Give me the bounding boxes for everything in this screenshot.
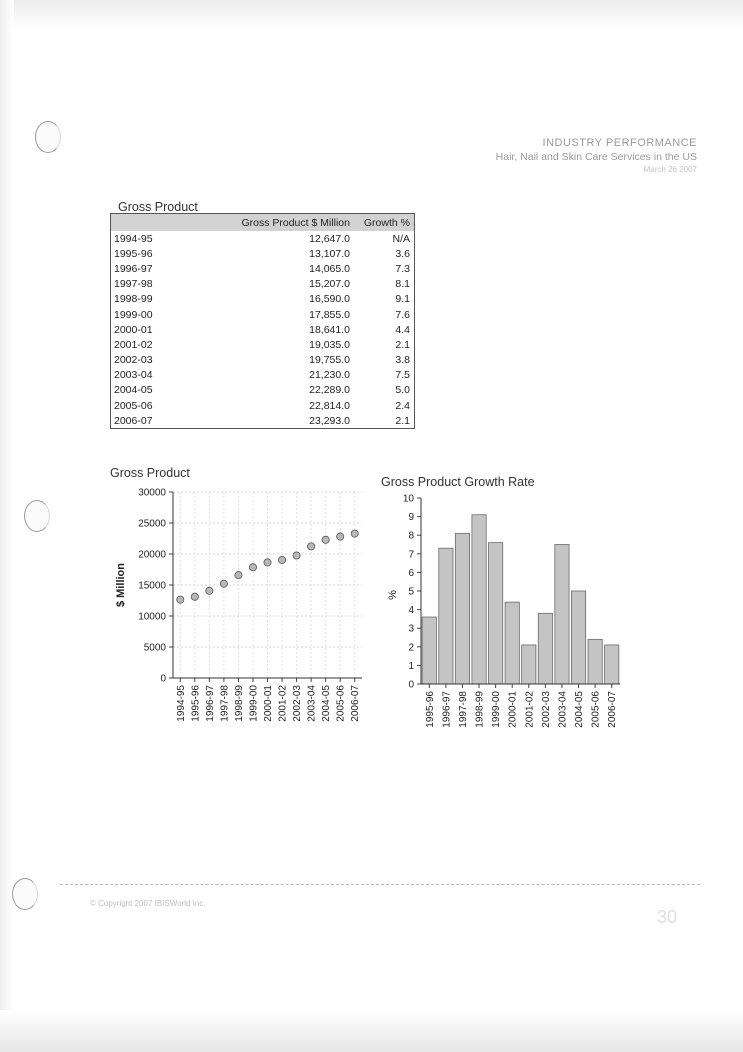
table-row — [111, 246, 415, 261]
y-tick-label: 2 — [408, 642, 414, 654]
y-tick-label: 0 — [408, 679, 414, 691]
x-tick-label: 2006-07 — [607, 691, 619, 728]
y-tick-label: 0 — [160, 673, 166, 685]
y-tick-label: 5 — [408, 586, 414, 598]
table-cell: 16,590.0 — [309, 293, 350, 306]
table-cell: 9.1 — [395, 293, 410, 306]
data-point — [220, 580, 227, 587]
x-tick-label: 1996-97 — [204, 685, 216, 722]
table-cell: 19,755.0 — [309, 354, 350, 367]
punch-hole-top — [35, 121, 61, 153]
x-tick-label: 1999-00 — [491, 691, 503, 728]
data-point — [249, 564, 256, 571]
data-point — [206, 587, 213, 594]
table-cell: 5.0 — [395, 384, 410, 397]
page-number: 30 — [657, 907, 678, 927]
table-cell: 2002-03 — [114, 354, 153, 367]
table-cell: 3.8 — [395, 354, 410, 367]
table-row — [111, 231, 415, 246]
table-row — [111, 353, 415, 368]
data-point — [293, 552, 300, 559]
table-cell: 12,647.0 — [309, 232, 350, 245]
data-point — [322, 536, 329, 543]
x-tick-label: 1994-95 — [175, 685, 187, 722]
header-date: March 26 2007 — [643, 165, 697, 174]
table-header-row — [111, 214, 415, 232]
x-tick-label: 2002-03 — [292, 685, 304, 722]
x-tick-label: 2001-02 — [277, 685, 289, 722]
table-cell: 22,289.0 — [309, 384, 350, 397]
y-tick-label: 1 — [408, 660, 414, 672]
bar — [505, 602, 519, 684]
data-point — [278, 556, 285, 563]
y-tick-label: 10 — [402, 493, 414, 505]
table-cell: 22,814.0 — [309, 399, 350, 412]
table-row — [111, 292, 415, 307]
table-column-header — [111, 214, 208, 232]
data-point — [351, 530, 358, 537]
bar — [422, 617, 436, 684]
x-tick-label: 1998-99 — [474, 691, 486, 728]
x-tick-label: 2001-02 — [524, 691, 536, 728]
punch-hole-middle — [24, 500, 50, 532]
table-cell: 19,035.0 — [309, 338, 350, 351]
x-tick-label: 1995-96 — [190, 685, 202, 722]
data-point — [337, 533, 344, 540]
table-cell: 1996-97 — [114, 262, 153, 275]
table-cell: 7.6 — [395, 308, 410, 321]
table-cell: 1999-00 — [114, 308, 153, 321]
data-point — [235, 572, 242, 579]
table-cell: 2004-05 — [114, 384, 153, 397]
x-tick-label: 2004-05 — [574, 691, 586, 728]
table-cell: 2001-02 — [114, 338, 153, 351]
gross-product-table — [110, 213, 415, 429]
bar — [522, 645, 536, 684]
x-tick-label: 1995-96 — [424, 691, 436, 728]
table-cell: 3.6 — [395, 247, 410, 260]
y-tick-label: 30000 — [138, 487, 166, 499]
table-row — [111, 337, 415, 352]
table-cell: 18,641.0 — [309, 323, 350, 336]
y-tick-label: 5000 — [143, 642, 166, 654]
y-tick-label: 10000 — [138, 611, 166, 623]
table-cell: 2006-07 — [114, 414, 153, 427]
punch-hole-bottom — [12, 878, 38, 910]
gross-product-chart — [110, 480, 370, 750]
x-tick-label: 1997-98 — [457, 691, 469, 728]
table-row — [111, 413, 415, 429]
footer-divider — [60, 884, 700, 885]
table-cell: 1997-98 — [114, 278, 153, 291]
table-row — [111, 383, 415, 398]
y-tick-label: 6 — [408, 567, 414, 579]
x-tick-label: 2006-07 — [350, 685, 362, 722]
y-axis-label: $ Million — [115, 563, 127, 607]
bar — [472, 515, 486, 684]
table-cell: 1994-95 — [114, 232, 153, 245]
y-tick-label: 20000 — [138, 549, 166, 561]
table-cell: 1995-96 — [114, 247, 153, 260]
scan-edge-bottom — [0, 1010, 743, 1052]
table-row — [111, 398, 415, 413]
table-cell: 13,107.0 — [309, 247, 350, 260]
table-cell: 2003-04 — [114, 369, 153, 382]
bar — [555, 545, 569, 685]
y-tick-label: 3 — [408, 623, 414, 635]
table-column-header: Gross Product $ Million — [207, 214, 354, 232]
x-tick-label: 2000-01 — [507, 691, 519, 728]
gross-product-chart-title: Gross Product — [110, 466, 190, 480]
bar — [605, 645, 619, 684]
data-point — [191, 593, 198, 600]
header-section: INDUSTRY PERFORMANCE — [542, 137, 697, 149]
table-row — [111, 277, 415, 292]
table-cell: 14,065.0 — [309, 262, 350, 275]
header-industry: Hair, Nail and Skin Care Services in the US — [495, 151, 697, 163]
table-cell: 23,293.0 — [309, 414, 350, 427]
x-tick-label: 2002-03 — [540, 691, 552, 728]
footer-copyright: © Copyright 2007 IBISWorld Inc. — [90, 899, 206, 908]
y-tick-label: 25000 — [138, 518, 166, 530]
x-tick-label: 1996-97 — [441, 691, 453, 728]
data-point — [308, 543, 315, 550]
bar — [439, 548, 453, 684]
table-row — [111, 307, 415, 322]
table-row — [111, 322, 415, 337]
y-tick-label: 4 — [408, 605, 414, 617]
data-point — [177, 596, 184, 603]
x-tick-label: 2003-04 — [306, 685, 318, 722]
growth-rate-chart — [380, 490, 640, 750]
table-cell: 2005-06 — [114, 399, 153, 412]
table-row — [111, 261, 415, 276]
x-tick-label: 1998-99 — [233, 685, 245, 722]
table-cell: 17,855.0 — [309, 308, 350, 321]
table-cell: 7.3 — [395, 262, 410, 275]
table-cell: 1998-99 — [114, 293, 153, 306]
page-header — [496, 137, 697, 174]
x-tick-label: 2000-01 — [263, 685, 274, 722]
table-cell: 8.1 — [395, 278, 410, 291]
x-tick-label: 2004-05 — [321, 685, 333, 722]
bar — [488, 543, 502, 684]
y-tick-label: 9 — [408, 512, 414, 524]
y-axis-label: % — [387, 590, 399, 600]
x-tick-label: 1997-98 — [219, 685, 231, 722]
table-cell: 2.1 — [395, 338, 410, 351]
bar — [455, 533, 469, 684]
x-tick-label: 2005-06 — [590, 691, 602, 728]
table-cell: N/A — [392, 232, 410, 245]
bar — [588, 639, 602, 684]
table-cell: 15,207.0 — [309, 278, 350, 291]
table-cell: 2.4 — [395, 399, 410, 412]
table-row — [111, 368, 415, 383]
table-column-header: Growth % — [354, 214, 415, 232]
x-tick-label: 1999-00 — [248, 685, 260, 722]
table-cell: 7.5 — [395, 369, 410, 382]
x-tick-label: 2003-04 — [557, 691, 569, 728]
bar — [538, 613, 552, 684]
table-cell: 21,230.0 — [309, 369, 350, 382]
table-body — [111, 231, 415, 429]
y-tick-label: 15000 — [138, 580, 166, 592]
y-tick-label: 7 — [408, 549, 414, 561]
table-cell: 2000-01 — [114, 323, 153, 336]
table-title: Gross Product — [118, 200, 198, 214]
table-cell: 2.1 — [395, 414, 410, 427]
scan-edge-top — [0, 0, 743, 30]
bar — [571, 591, 585, 684]
growth-rate-chart-title: Gross Product Growth Rate — [381, 475, 535, 489]
x-tick-label: 2005-06 — [335, 685, 347, 722]
y-tick-label: 8 — [408, 530, 414, 542]
data-point — [264, 559, 271, 566]
table-cell: 4.4 — [395, 323, 410, 336]
